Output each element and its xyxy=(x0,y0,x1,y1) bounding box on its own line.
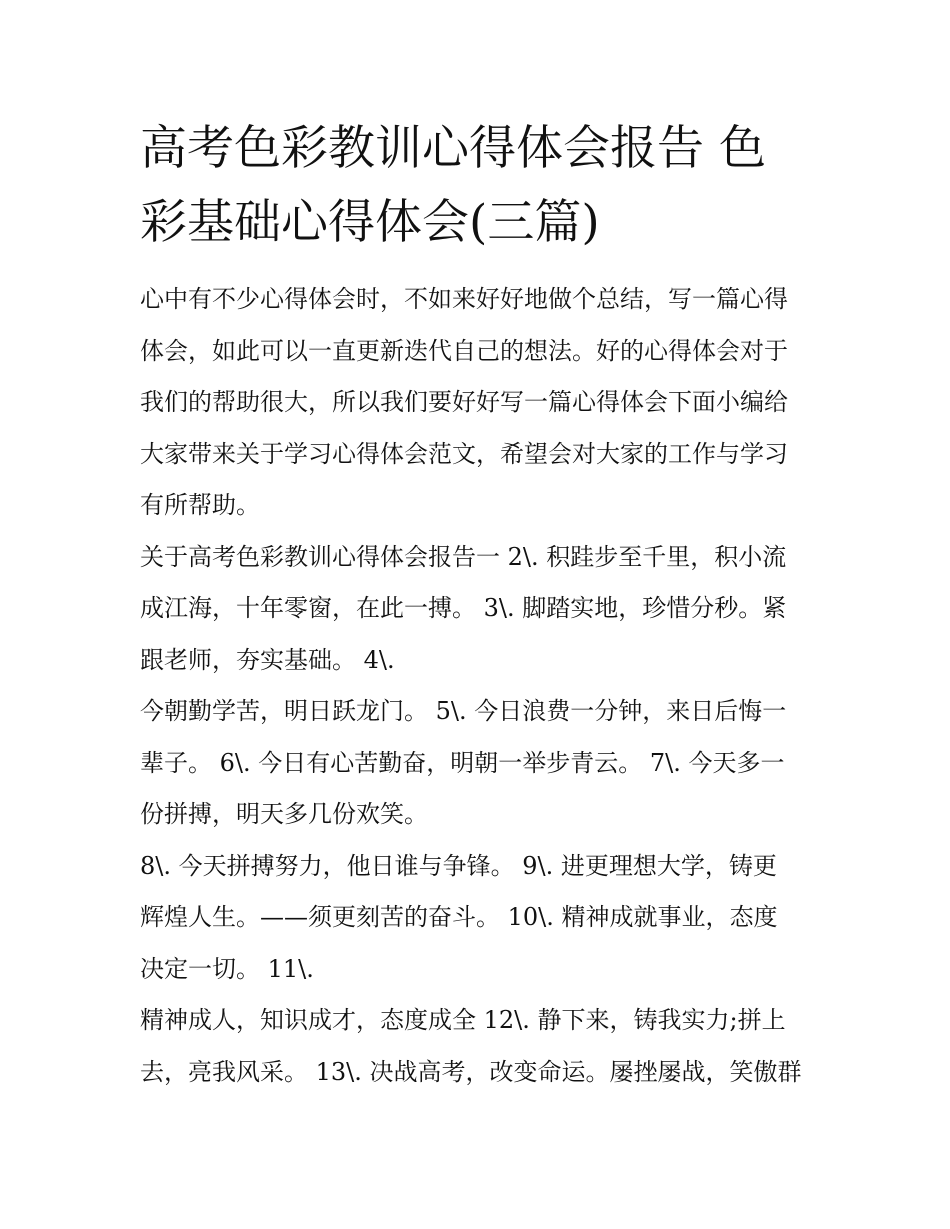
body-line: 体会，如此可以一直更新迭代自己的想法。好的心得体会对于 xyxy=(140,336,788,365)
document-body xyxy=(140,274,830,1098)
body-line: 决定一切。 11\. xyxy=(140,954,314,983)
body-line: 辉煌人生。——须更刻苦的奋斗。 10\. 精神成就事业，态度 xyxy=(140,903,778,931)
body-line: 跟老师，夯实基础。 4\. xyxy=(140,645,395,674)
body-line: 8\. 今天拼搏努力，他日谁与争锋。 9\. 进更理想大学，铸更 xyxy=(140,851,777,880)
body-line: 我们的帮助很大，所以我们要好好写一篇心得体会下面小编给 xyxy=(140,388,788,416)
body-line: 心中有不少心得体会时，不如来好好地做个总结，写一篇心得 xyxy=(140,285,788,313)
body-line: 有所帮助。 xyxy=(140,491,260,519)
body-line: 关于高考色彩教训心得体会报告一 2\. 积跬步至千里，积小流 xyxy=(140,542,787,571)
body-line: 成江海，十年零窗，在此一搏。 3\. 脚踏实地，珍惜分秒。紧 xyxy=(140,594,787,622)
title-line: 彩基础心得体会(三篇) xyxy=(140,195,600,250)
body-line: 去，亮我风采。 13\. 决战高考，改变命运。屡挫屡战，笑傲群 xyxy=(140,1057,802,1086)
body-line: 辈子。 6\. 今日有心苦勤奋，明朝一举步青云。 7\. 今天多一 xyxy=(140,748,785,777)
body-line: 精神成人，知识成才，态度成全 12\. 静下来，铸我实力;拼上 xyxy=(140,1006,786,1034)
body-line: 大家带来关于学习心得体会范文，希望会对大家的工作与学习 xyxy=(140,439,788,468)
title-line: 高考色彩教训心得体会报告 色 xyxy=(140,121,766,176)
body-line: 今朝勤学苦，明日跃龙门。 5\. 今日浪费一分钟，来日后悔一 xyxy=(140,697,787,725)
body-line: 份拼搏，明天多几份欢笑。 xyxy=(140,800,428,828)
document-title xyxy=(140,112,820,260)
